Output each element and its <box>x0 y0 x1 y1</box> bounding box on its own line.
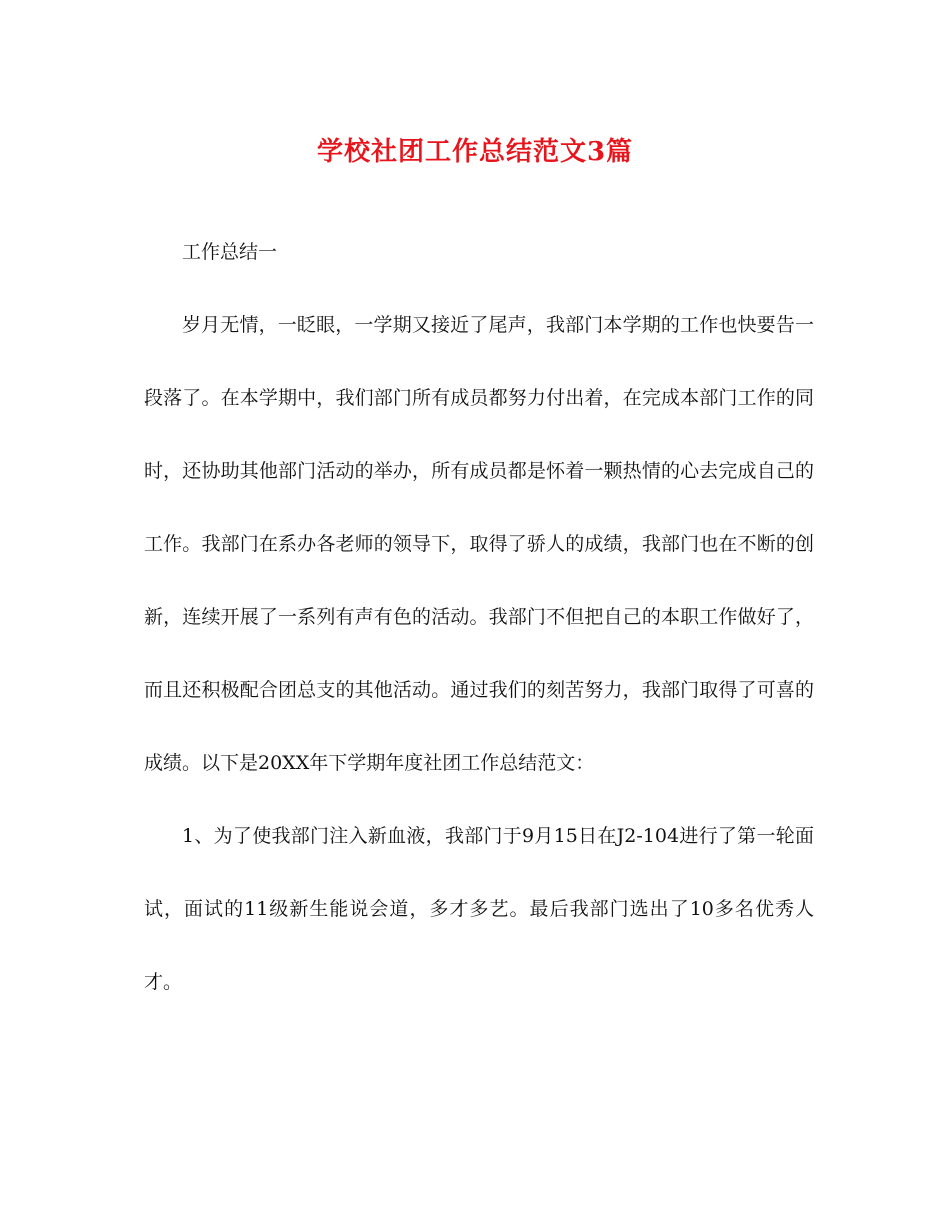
document-body <box>144 216 814 1019</box>
paragraph-intro: 岁月无情，一眨眼，一学期又接近了尾声，我部门本学期的工作也快要告一段落了。在本学期中，我们部门所有成员都努力付出着，在完成本部门工作的同时，还协助其他部门活动的举办，所有成员都是怀着一颗热情的心去完成自己的工作。我部门在系办各老师的领导下，取得了骄人的成绩，我部门也在不断的创新，连续开展了一系列有声有色的活动。我部门不但把自己的本职工作做好了，而且还积极配合团总支的其他活动。通过我们的刻苦努力，我部门取得了可喜的成绩。以下是20XX年下学期年度社团工作总结范文： <box>144 314 814 774</box>
document-title: 学校社团工作总结范文3篇 <box>316 137 634 167</box>
section-heading: 工作总结一 <box>182 241 278 263</box>
paragraph-item-1: 1、为了使我部门注入新血液，我部门于9月15日在J2-104进行了第一轮面试，面试的11级新生能说会道，多才多艺。最后我部门选出了10多名优秀人才。 <box>144 825 814 993</box>
